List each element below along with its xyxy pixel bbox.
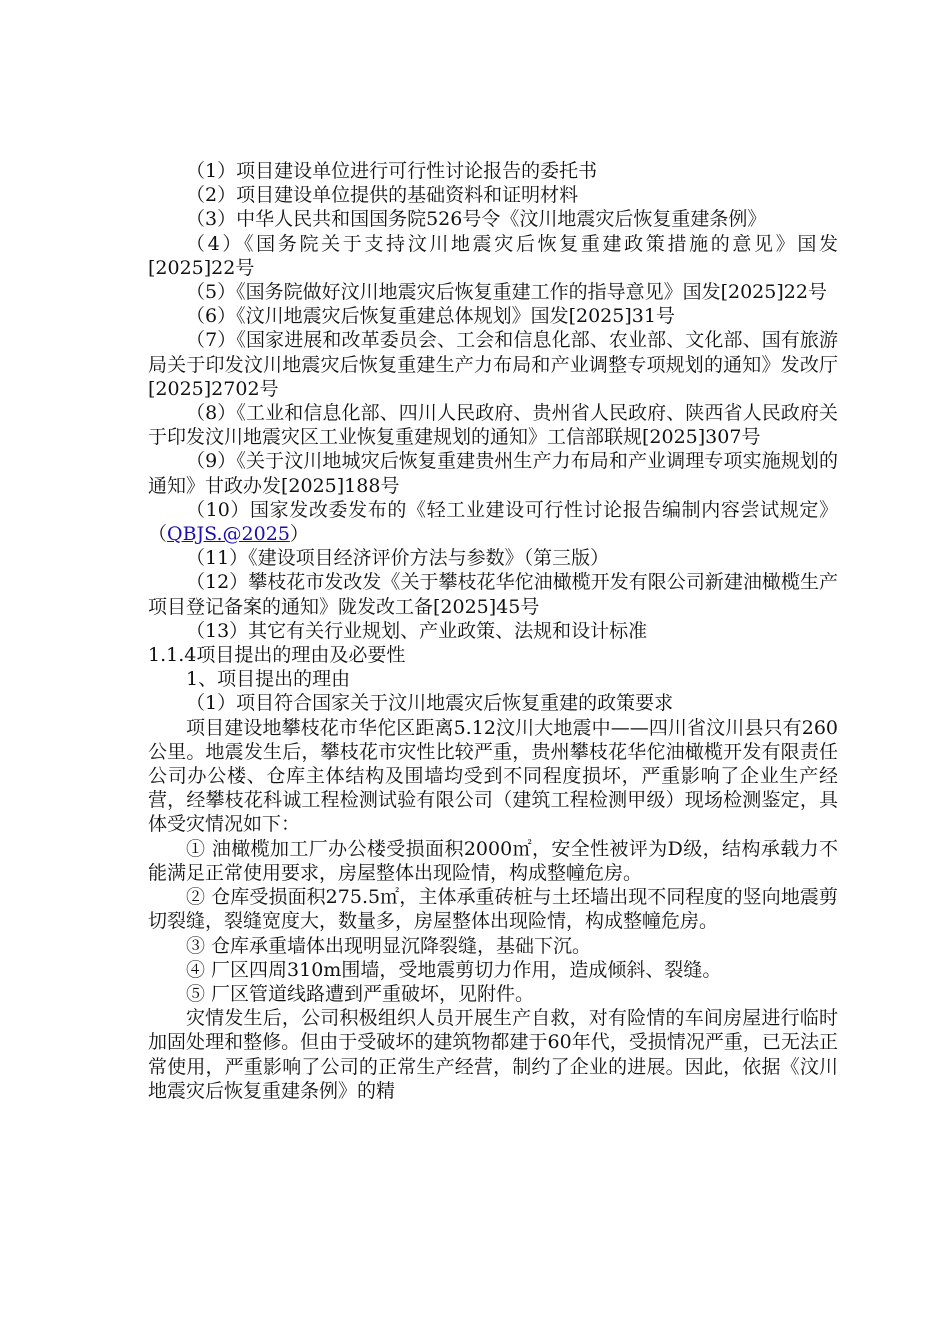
reference-item-2: （2）项目建设单位提供的基础资料和证明材料: [186, 184, 579, 207]
reference-item-7: （7）《国家进展和改革委员会、工会和信息化部、农业部、文化部、国有旅游局关于印发汶川地震灾后恢复重建生产力布局和产业调整专项规划的通知》发改厅[2025]2702号: [148, 329, 838, 400]
body-paragraph-2: 灾情发生后，公司积极组织人员开展生产自救，对有险情的车间房屋进行临时加固处理和整修。但由于受破坏的建筑物都建于60年代，受损情况严重，已无法正常使用，严重影响了公司的正常生产经营，制约了企业的进展。因此，依据《汶川地震灾后恢复重建条例》的精: [148, 1007, 838, 1102]
damage-item-1: ① 油橄榄加工厂办公楼受损面积2000㎡，安全性被评为D级，结构承载力不能满足正常使用要求，房屋整体出现险情，构成整幢危房。: [148, 837, 838, 884]
damage-item-3: ③ 仓库承重墙体出现明显沉降裂缝，基础下沉。: [186, 934, 592, 957]
damage-item-4: ④ 厂区四周310m围墙，受地震剪切力作用，造成倾斜、裂缝。: [186, 958, 722, 981]
reference-item-6: （6）《汶川地震灾后恢复重建总体规划》国发[2025]31号: [186, 305, 675, 328]
damage-item-2: ② 仓库受损面积275.5㎡，主体承重砖桩与土坯墙出现不同程度的竖向地震剪切裂缝，裂缝宽度大，数量多，房屋整体出现险情，构成整幢危房。: [148, 886, 838, 933]
reference-item-8: （8）《工业和信息化部、四川人民政府、贵州省人民政府、陕西省人民政府关于印发汶川地震灾区工业恢复重建规划的通知》工信部联规[2025]307号: [148, 402, 838, 449]
subsection-heading-1-1: （1）项目符合国家关于汶川地震灾后恢复重建的政策要求: [186, 692, 674, 715]
qbjs-link[interactable]: QBJS.@2025: [167, 523, 290, 546]
reference-item-4: （4）《国务院关于支持汶川地震灾后恢复重建政策措施的意见》国发[2025]22号: [148, 232, 838, 279]
reference-item-10-text: （10）国家发改委发布的《轻工业建设可行性讨论报告编制内容尝试规定》（: [148, 498, 838, 546]
reference-item-10: [148, 498, 838, 546]
document-page: [148, 159, 838, 1103]
reference-item-10-close: ）: [289, 523, 309, 546]
reference-item-9: （9）《关于汶川地城灾后恢复重建贵州生产力布局和产业调理专项实施规划的通知》甘政办发[2025]188号: [148, 450, 838, 497]
body-paragraph-1: 项目建设地攀枝花市华佗区距离5.12汶川大地震中——四川省汶川县只有260公里。地震发生后，攀枝花市灾性比较严重，贵州攀枝花华佗油橄榄开发有限责任公司办公楼、仓库主体结构及围墙均受到不同程度损坏，严重影响了企业生产经营，经攀枝花科诚工程检测试验有限公司（建筑工程检测甲级）现场检测鉴定，具体受灾情况如下：: [148, 716, 838, 836]
reference-item-5: （5）《国务院做好汶川地震灾后恢复重建工作的指导意见》国发[2025]22号: [186, 281, 827, 304]
section-heading-1-1-4: 1.1.4项目提出的理由及必要性: [148, 644, 406, 667]
reference-item-3: （3）中华人民共和国国务院526号令《汶川地震灾后恢复重建条例》: [186, 208, 767, 231]
reference-item-11: （11）《建设项目经济评价方法与参数》（第三版）: [186, 547, 610, 570]
reference-item-12: （12）攀枝花市发改发《关于攀枝花华佗油橄榄开发有限公司新建油橄榄生产项目登记备案的通知》陇发改工备[2025]45号: [148, 571, 838, 618]
reference-item-13: （13）其它有关行业规划、产业政策、法规和设计标准: [186, 619, 648, 642]
damage-item-5: ⑤ 厂区管道线路遭到严重破坏，见附件。: [186, 982, 535, 1005]
reference-item-1: （1）项目建设单位进行可行性讨论报告的委托书: [186, 160, 598, 182]
subsection-heading-1: 1、项目提出的理由: [186, 668, 351, 691]
